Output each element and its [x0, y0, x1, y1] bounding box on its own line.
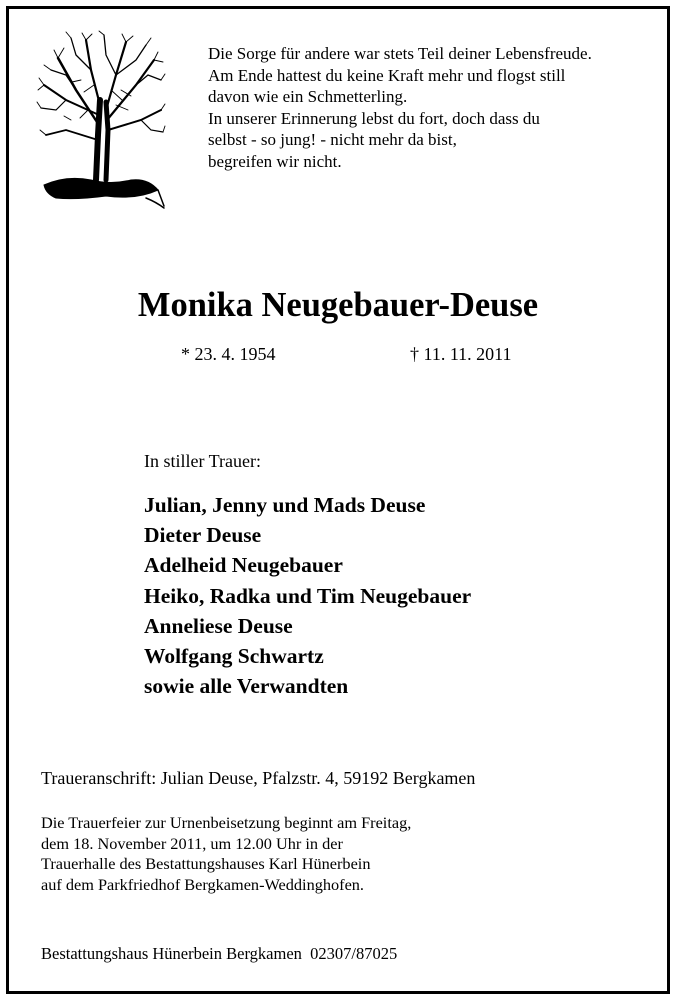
- poem-line: selbst - so jung! - nicht mehr da bist,: [208, 130, 457, 149]
- mourner-name: Heiko, Radka und Tim Neugebauer: [144, 583, 472, 608]
- poem-line: Die Sorge für andere war stets Teil deiner Lebensfreude.: [208, 44, 592, 63]
- mourning-intro: In stiller Trauer:: [144, 451, 261, 471]
- birth-date: * 23. 4. 1954: [181, 344, 276, 364]
- poem-line: davon wie ein Schmetterling.: [208, 87, 408, 106]
- ceremony-details: [41, 813, 411, 895]
- obituary-poem: [208, 43, 658, 172]
- poem-line: Am Ende hattest du keine Kraft mehr und flogst still: [208, 65, 566, 85]
- ceremony-line: auf dem Parkfriedhof Bergkamen-Weddinghofen.: [41, 874, 365, 894]
- mourner-name: Anneliese Deuse: [144, 613, 293, 638]
- mourners-list: [144, 490, 471, 701]
- ceremony-line: Trauerhalle des Bestattungshauses Karl Hünerbein: [41, 854, 371, 873]
- ceremony-line: Die Trauerfeier zur Urnenbeisetzung beginnt am Freitag,: [41, 813, 412, 832]
- poem-line: begreifen wir nicht.: [208, 151, 342, 171]
- mourning-address: Traueranschrift: Julian Deuse, Pfalzstr. 4, 59192 Bergkamen: [41, 768, 476, 788]
- poem-line: In unserer Erinnerung lebst du fort, doch dass du: [208, 108, 540, 128]
- mourner-name: sowie alle Verwandten: [144, 674, 349, 699]
- death-date: † 11. 11. 2011: [410, 344, 512, 364]
- mourner-name: Dieter Deuse: [144, 523, 262, 548]
- funeral-home-footer: Bestattungshaus Hünerbein Bergkamen 02307/87025: [41, 944, 398, 963]
- mourner-name: Adelheid Neugebauer: [144, 553, 343, 578]
- ceremony-line: dem 18. November 2011, um 12.00 Uhr in der: [41, 833, 343, 853]
- deceased-name: Monika Neugebauer-Deuse: [137, 286, 539, 324]
- mourner-name: Julian, Jenny und Mads Deuse: [144, 493, 426, 517]
- tree-icon: [36, 30, 166, 215]
- mourner-name: Wolfgang Schwartz: [144, 644, 324, 669]
